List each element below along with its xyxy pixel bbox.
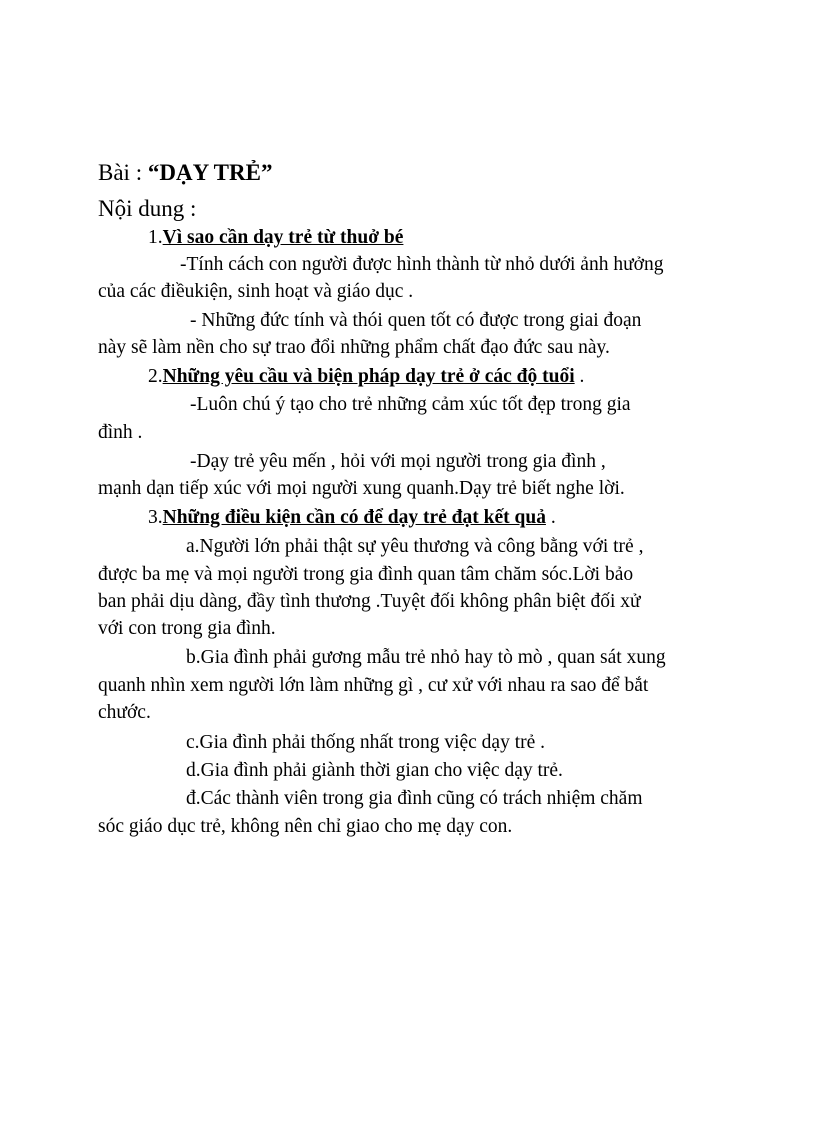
paragraph-line: d.Gia đình phải giành thời gian cho việc dạy trẻ. bbox=[186, 760, 563, 781]
section-heading-2 bbox=[148, 364, 584, 390]
section-title: Những yêu cầu và biện pháp dạy trẻ ở các độ tuổi bbox=[162, 366, 575, 387]
paragraph-line: b.Gia đình phải gương mẫu trẻ nhỏ hay tò mò , quan sát xung bbox=[186, 647, 666, 668]
paragraph-line: c.Gia đình phải thống nhất trong việc dạy trẻ . bbox=[186, 732, 546, 753]
paragraph-line: với con trong gia đình. bbox=[98, 618, 276, 639]
paragraph-line: đ.Các thành viên trong gia đình cũng có trách nhiệm chăm bbox=[186, 788, 643, 809]
paragraph-line: của các điềukiện, sinh hoạt và giáo dục . bbox=[98, 281, 414, 302]
paragraph-line: đình . bbox=[98, 422, 143, 443]
paragraph-line: chước. bbox=[98, 702, 151, 723]
content-label: Nội dung : bbox=[98, 196, 197, 221]
paragraph-line: này sẽ làm nền cho sự trao đổi những phẩm chất đạo đức sau này. bbox=[98, 337, 610, 358]
section-trailing: . bbox=[545, 507, 556, 528]
paragraph-line: mạnh dạn tiếp xúc với mọi người xung quanh.Dạy trẻ biết nghe lời. bbox=[98, 478, 625, 499]
section-number: 3. bbox=[148, 507, 163, 528]
paragraph-line: -Dạy trẻ yêu mến , hỏi với mọi người trong gia đình , bbox=[190, 451, 606, 472]
title-prefix: Bài : bbox=[98, 160, 148, 185]
paragraph-line: -Luôn chú ý tạo cho trẻ những cảm xúc tốt đẹp trong gia bbox=[190, 394, 631, 415]
paragraph-line: -Tính cách con người được hình thành từ nhỏ dưới ảnh hưởng bbox=[180, 254, 664, 275]
section-number: 2. bbox=[148, 366, 163, 387]
document-title bbox=[98, 158, 272, 188]
paragraph-line: quanh nhìn xem người lớn làm những gì , cư xử với nhau ra sao để bắt bbox=[98, 675, 649, 696]
section-title: Những điều kiện cần có để dạy trẻ đạt kết quả bbox=[162, 507, 546, 528]
section-title: Vì sao cần dạy trẻ từ thuở bé bbox=[162, 227, 404, 248]
paragraph-line: ban phải dịu dàng, đầy tình thương .Tuyệt đối không phân biệt đối xử bbox=[98, 591, 641, 612]
paragraph-line: a.Người lớn phải thật sự yêu thương và công bằng với trẻ , bbox=[186, 536, 644, 557]
section-heading-3 bbox=[148, 505, 556, 531]
section-number: 1. bbox=[148, 227, 163, 248]
section-heading-1 bbox=[148, 225, 403, 251]
paragraph-line: sóc giáo dục trẻ, không nên chỉ giao cho mẹ dạy con. bbox=[98, 816, 513, 837]
title-main: “DẠY TRẺ” bbox=[147, 160, 273, 185]
paragraph-line: được ba mẹ và mọi người trong gia đình quan tâm chăm sóc.Lời bảo bbox=[98, 564, 634, 585]
section-trailing: . bbox=[574, 366, 585, 387]
paragraph-line: - Những đức tính và thói quen tốt có được trong giai đoạn bbox=[190, 310, 642, 331]
